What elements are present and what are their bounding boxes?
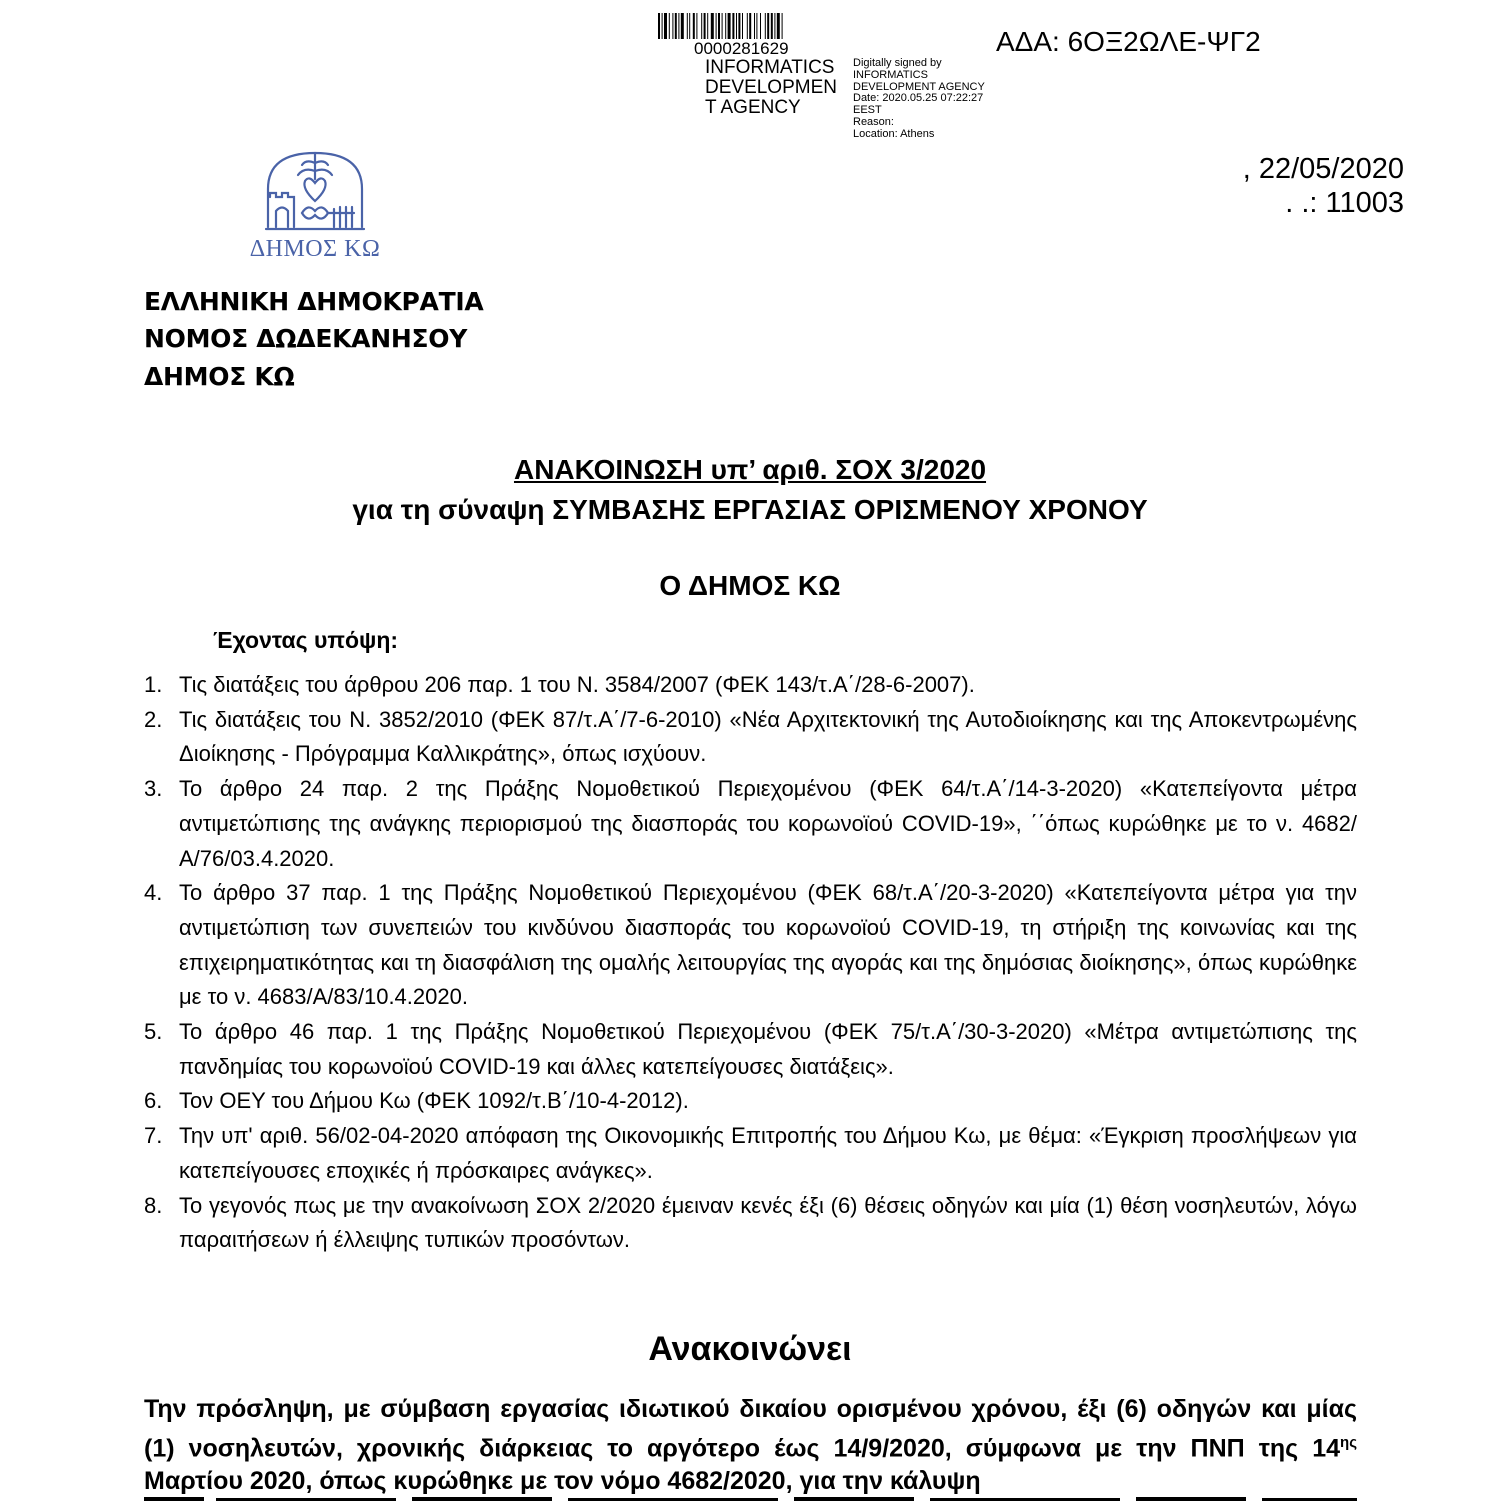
issuer-line: ΕΛΛΗΝΙΚΗ ΔΗΜΟΚΡΑΤΙΑ xyxy=(144,287,484,316)
ordinal-suffix: ης xyxy=(1340,1434,1357,1451)
signer-line: T AGENCY xyxy=(705,97,801,118)
announcement-title xyxy=(0,453,1500,487)
signature-line: INFORMATICS xyxy=(853,68,928,81)
item-text: Το άρθρο 37 παρ. 1 της Πράξης Νομοθετικού Περιεχομένου (ΦΕΚ 68/τ.Α΄/20-3-2020) «Κατεπείγοντα μέτρα για την αντιμετώπιση των συνεπειών του κινδύνου διασποράς του κορωνοϊού COVID-19, τη στήριξη της κοινωνίας και της επιχειρηματικότητας και τη διασφάλιση της ομαλής λειτουργίας της αγοράς και της δημόσιας διοίκησης», όπως κυρώθηκε με το ν. 4683/Α/83/10.4.2020. xyxy=(179,880,1357,1010)
announcement-title-text: ΑΝΑΚΟΙΝΩΣΗ υπ’ αριθ. ΣΟΧ 3/2020 xyxy=(513,454,987,485)
signature-line: Location: Athens xyxy=(853,127,935,140)
item-number: 2. xyxy=(144,706,163,732)
municipality-logo-icon xyxy=(262,149,368,235)
signer-block xyxy=(705,58,837,118)
item-number: 5. xyxy=(144,1019,163,1045)
item-number: 1. xyxy=(144,672,163,697)
item-text: Το άρθρο 46 παρ. 1 της Πράξης Νομοθετικού Περιεχομένου (ΦΕΚ 75/τ.Α΄/30-3-2020) «Μέτρα αντιμετώπισης της πανδημίας του κορωνοϊού COVID-19 και άλλες κατεπείγουσες διατάξεις». xyxy=(179,1019,1357,1079)
item-text: Τον ΟΕΥ του Δήμου Κω (ΦΕΚ 1092/τ.Β΄/10-4-2012). xyxy=(179,1088,689,1114)
document-date: , 22/05/2020 xyxy=(1242,153,1404,185)
announcement-subtitle: για τη σύναψη ΣΥΜΒΑΣΗΣ ΕΡΓΑΣΙΑΣ ΟΡΙΣΜΕΝΟΥ ΧΡΟΝΟΥ xyxy=(352,494,1148,525)
item-number: 4. xyxy=(144,880,163,906)
item-text: Τις διατάξεις του άρθρου 206 παρ. 1 του Ν. 3584/2007 (ΦΕΚ 143/τ.Α΄/28-6-2007). xyxy=(179,672,975,697)
signer-line: INFORMATICS xyxy=(705,57,835,78)
signature-line: Reason: xyxy=(853,115,894,128)
signature-line: EEST xyxy=(853,104,882,117)
item-number: 6. xyxy=(144,1088,163,1114)
signature-line: DEVELOPMENT AGENCY xyxy=(853,80,985,93)
list-item xyxy=(144,668,1357,703)
truncated-text-line xyxy=(144,1489,1357,1501)
barcode-number: 0000281629 xyxy=(694,39,789,58)
issuer-line: ΔΗΜΟΣ ΚΩ xyxy=(144,362,295,391)
digital-signature-details xyxy=(853,58,985,141)
item-text: Το άρθρο 24 παρ. 2 της Πράξης Νομοθετικού Περιεχομένου (ΦΕΚ 64/τ.Α΄/14-3-2020) «Κατεπείγοντα μέτρα αντιμετώπισης της ανάγκης περιορισμού της διασποράς του κορωνοϊού COVID-19», ΄΄όπως κυρώθηκε με το ν. 4682/Α/76/03.4.2020. xyxy=(179,776,1357,871)
item-number: 3. xyxy=(144,776,163,802)
signer-line: DEVELOPMEN xyxy=(705,77,837,98)
ada-code: ΑΔΑ: 6ΟΞ2ΩΛΕ-ΨΓ2 xyxy=(996,26,1261,57)
list-item xyxy=(144,876,1357,1015)
list-item xyxy=(144,1119,1357,1188)
signature-line: Digitally signed by xyxy=(853,57,942,69)
barcode xyxy=(658,13,842,39)
item-number: 7. xyxy=(144,1123,163,1149)
item-text: Το γεγονός πως με την ανακοίνωση ΣΟΧ 2/2020 έμειναν κενές έξι (6) θέσεις οδηγών και μία (1) θέση νοσηλευτών, λόγω παραιτήσεων ή έλλειψης τυπικών προσόντων. xyxy=(179,1192,1357,1253)
logo-caption: ΔΗΜΟΣ ΚΩ xyxy=(249,236,381,262)
item-text: Τις διατάξεις του Ν. 3852/2010 (ΦΕΚ 87/τ.Α΄/7-6-2010) «Νέα Αρχιτεκτονική της Αυτοδιοίκησης και της Αποκεντρωμένης Διοίκησης - Πρόγραμμα Καλλικράτης», όπως ισχύουν. xyxy=(179,706,1357,767)
list-item xyxy=(144,772,1357,876)
paragraph-text: Μαρτίου 2020, όπως κυρώθηκε με τον νόμο 4682/2020, για την κάλυψη xyxy=(144,1467,981,1496)
considerations-list xyxy=(144,668,1357,1258)
announcement-paragraph xyxy=(144,1393,1357,1498)
issuer-line: ΝΟΜΟΣ ΔΩΔΕΚΑΝΗΣΟΥ xyxy=(144,324,468,353)
item-text: Την υπ' αριθ. 56/02-04-2020 απόφαση της Οικονομικής Επιτροπής του Δήμου Κω, με θέμα: «Έγκριση προσλήψεων για κατεπείγουσες εποχικές ή πρόσκαιρες ανάγκες». xyxy=(179,1123,1357,1183)
municipality-heading: Ο ΔΗΜΟΣ ΚΩ xyxy=(659,570,841,601)
announces-heading: Ανακοινώνει xyxy=(648,1330,852,1368)
paragraph-text: Την πρόσληψη, με σύμβαση εργασίας ιδιωτικού δικαίου ορισμένου χρόνου, έξι (6) οδηγών και μίας (1) νοσηλευτών, χρονικής διάρκειας το αργότερο έως 14/9/2020, σύμφωνα με την ΠΝΠ της 14 xyxy=(144,1395,1357,1463)
considering-label: Έχοντας υπόψη: xyxy=(213,627,399,653)
signature-line: Date: 2020.05.25 07:22:27 xyxy=(853,92,984,105)
list-item xyxy=(144,1084,1357,1119)
list-item xyxy=(144,703,1357,772)
item-number: 8. xyxy=(144,1192,163,1218)
protocol-number: . .: 11003 xyxy=(1285,187,1404,219)
list-item xyxy=(144,1189,1357,1258)
list-item xyxy=(144,1015,1357,1084)
